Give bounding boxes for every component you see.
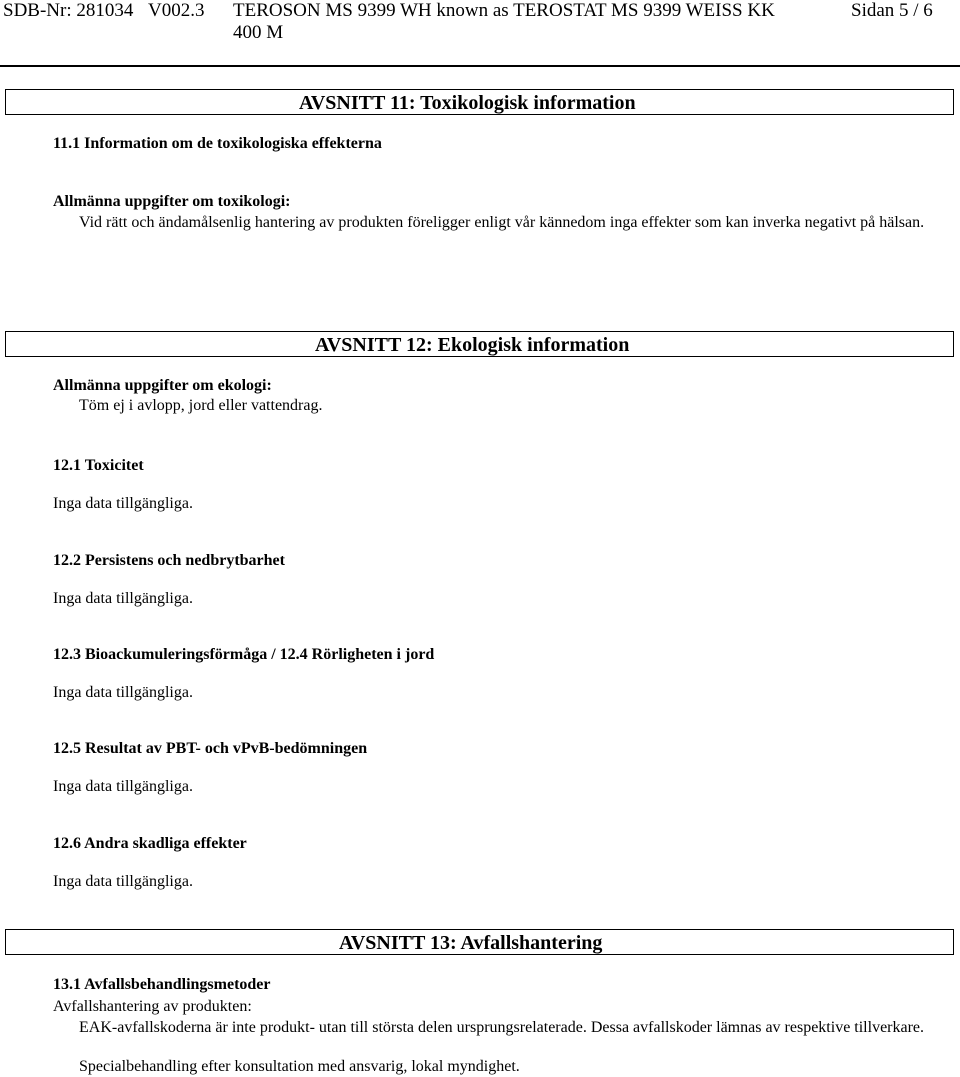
disposal-text-codes: EAK-avfallskoderna är inte produkt- utan till största delen ursprungsrelaterade. Dessa avfallskoder lämnas av respektive tillverkare. [79, 1019, 925, 1036]
section-12-2-heading: 12.2 Persistens och nedbrytbarhet [53, 552, 285, 569]
section-13-title: AVSNITT 13: Avfallshantering [339, 932, 603, 954]
header-divider [0, 65, 960, 67]
disposal-text-authority: Specialbehandling efter konsultation med ansvarig, lokal myndighet. [79, 1058, 520, 1075]
section-11-title: AVSNITT 11: Toxikologisk information [299, 92, 636, 114]
section-11-1-heading: 11.1 Information om de toxikologiska effekterna [53, 135, 382, 152]
section-12-6-text: Inga data tillgängliga. [53, 873, 193, 890]
section-13-banner [5, 929, 954, 955]
section-12-2-text: Inga data tillgängliga. [53, 590, 193, 607]
section-12-5-heading: 12.5 Resultat av PBT- och vPvB-bedömningen [53, 740, 368, 757]
doc-id: SDB-Nr: 281034 [3, 0, 134, 21]
toxicology-general-text: Vid rätt och ändamålsenlig hantering av produkten föreligger enligt vår kännedom inga effekter som kan inverka negativt på hälsan. [79, 214, 925, 231]
section-12-banner [5, 331, 954, 357]
section-11-banner [5, 89, 954, 115]
section-12-title: AVSNITT 12: Ekologisk information [315, 334, 630, 356]
doc-version: V002.3 [148, 0, 205, 21]
toxicology-general-label: Allmänna uppgifter om toxikologi: [53, 193, 291, 210]
product-name-line1: TEROSON MS 9399 WH known as TEROSTAT MS 9399 WEISS KK [233, 0, 775, 21]
section-13-1-heading: 13.1 Avfallsbehandlingsmetoder [53, 976, 271, 993]
disposal-label: Avfallshantering av produkten: [53, 998, 252, 1015]
section-12-3-4-text: Inga data tillgängliga. [53, 684, 193, 701]
section-12-3-4-heading: 12.3 Bioackumuleringsförmåga / 12.4 Rörligheten i jord [53, 646, 435, 663]
section-12-1-text: Inga data tillgängliga. [53, 495, 193, 512]
section-12-6-heading: 12.6 Andra skadliga effekter [53, 835, 247, 852]
section-12-1-heading: 12.1 Toxicitet [53, 457, 144, 474]
page-number: Sidan 5 / 6 [851, 0, 933, 21]
ecology-general-text: Töm ej i avlopp, jord eller vattendrag. [79, 397, 323, 414]
ecology-general-label: Allmänna uppgifter om ekologi: [53, 377, 272, 394]
section-12-5-text: Inga data tillgängliga. [53, 778, 193, 795]
product-name-line2: 400 M [233, 22, 284, 43]
